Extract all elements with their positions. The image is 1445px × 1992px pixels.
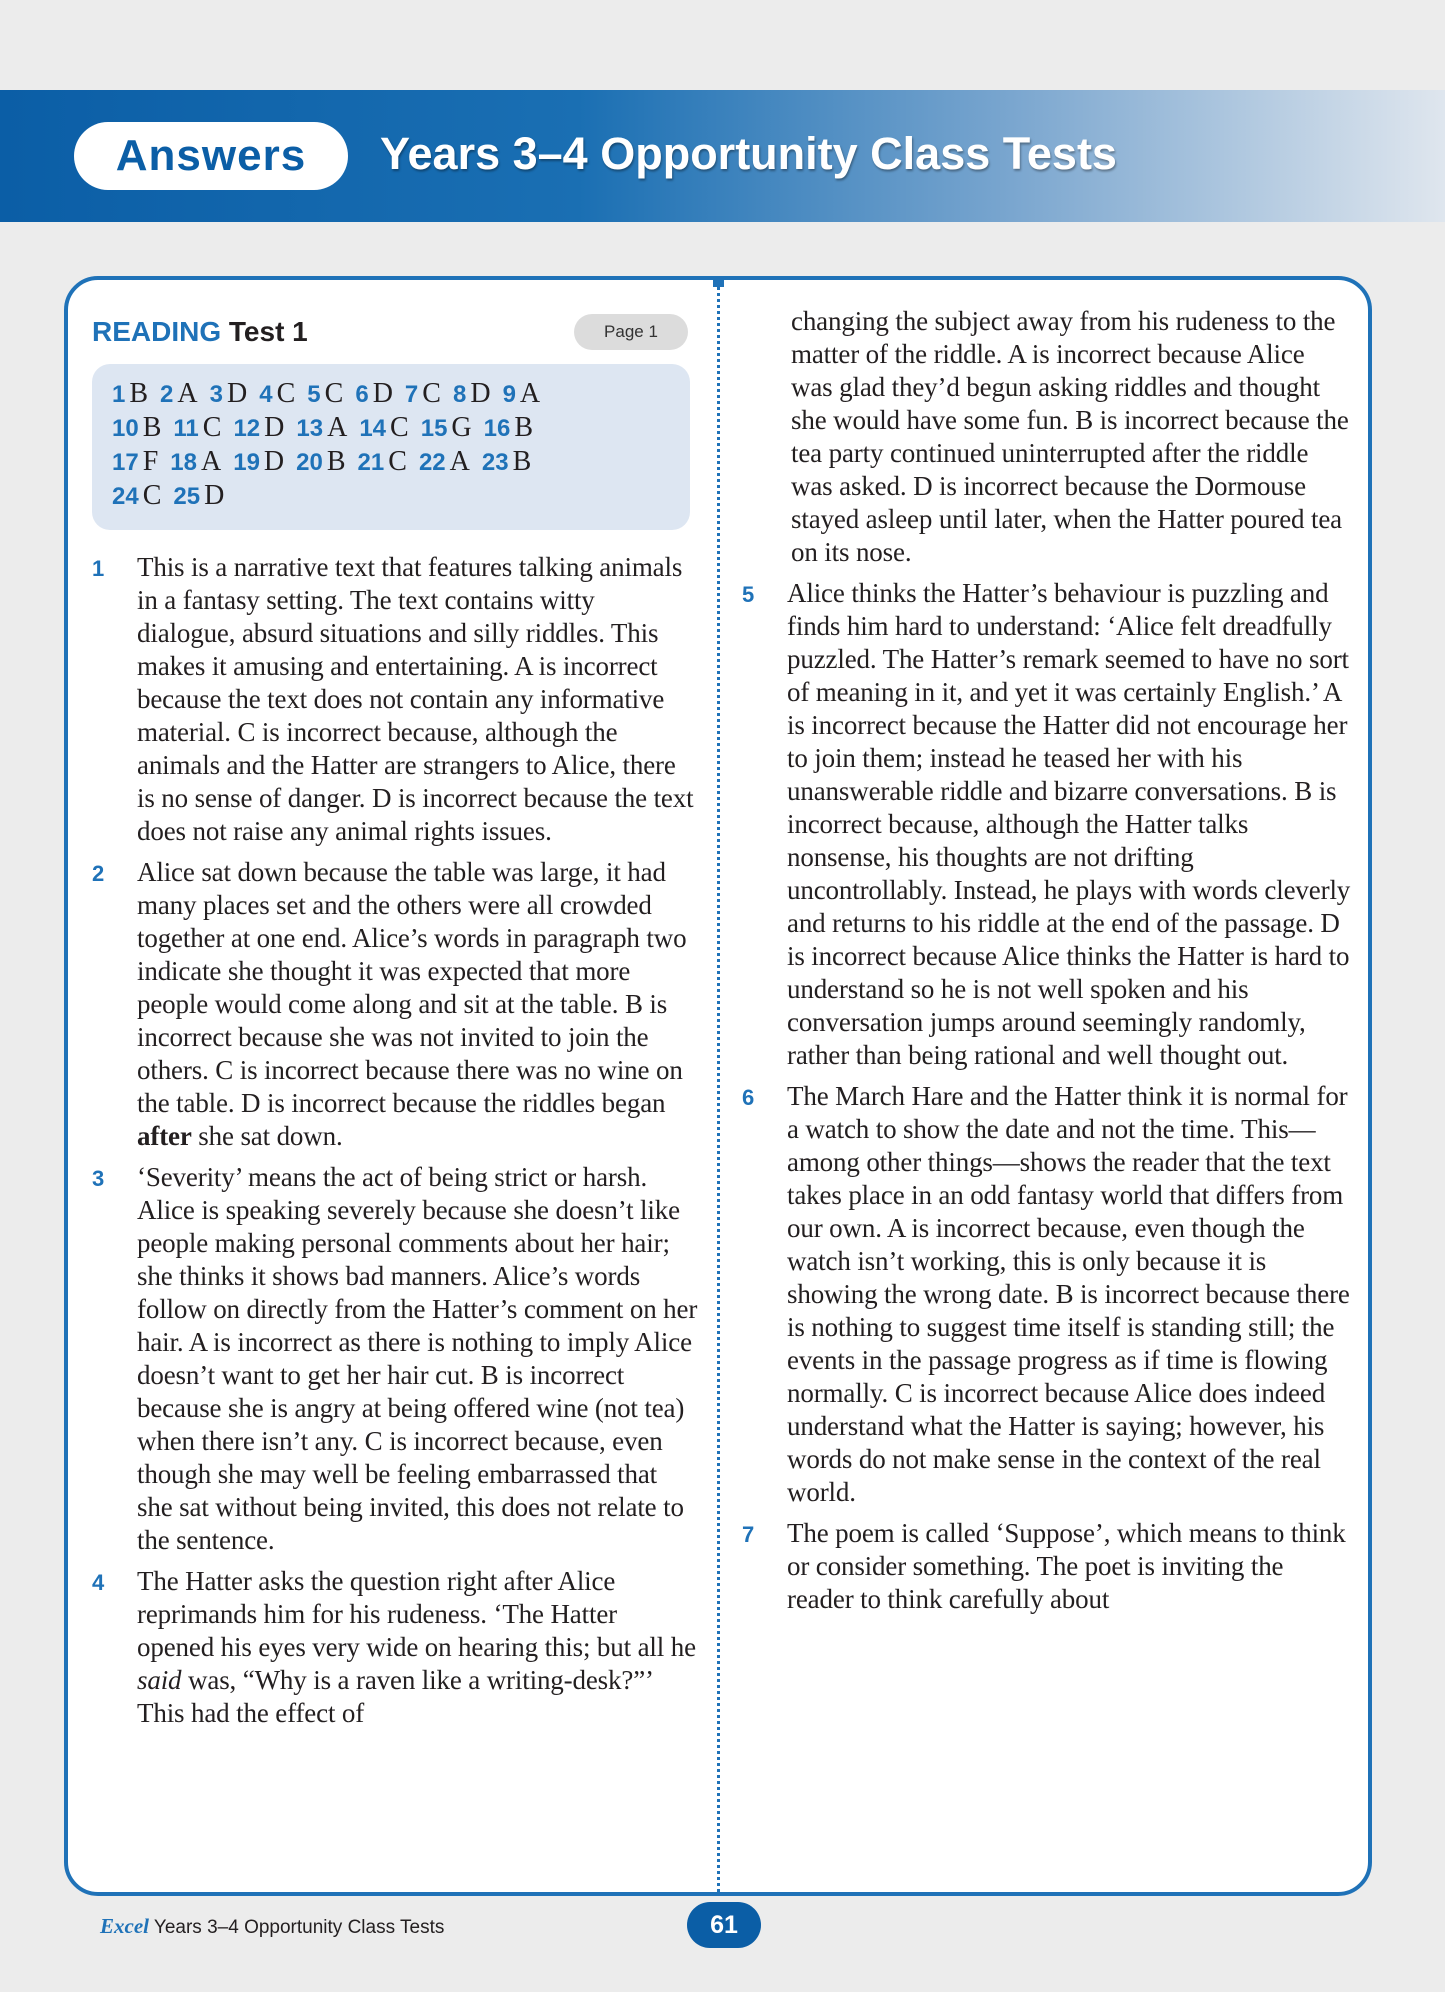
answer-letter: D (264, 412, 285, 443)
answer-letter: C (390, 412, 409, 443)
question-number: 2 (160, 381, 174, 408)
column-divider (717, 280, 720, 1892)
explanation-text: was, “Why is a raven like a writing-desk?”’ This had the effect of (137, 1665, 652, 1728)
explanation-number: 5 (742, 582, 755, 607)
answer-key-box (92, 364, 690, 530)
answer-letter: B (129, 378, 149, 409)
answer-key-row (112, 479, 668, 513)
explanation-text: Alice thinks the Hatter’s behaviour is puzzling and finds him hard to understand: ‘Alice felt dreadfully puzzled. The Hatter’s remark seemed to have no sort of meaning in it, and yet it was certainly English.’ A is incorrect because the Hatter did not encourage her to join them; instead he teased her with his unanswerable riddle and bizarre conversations. B is incorrect because, although the Hatter talks nonsense, his thoughts are not drifting uncontrollably. Instead, he plays with words cleverly and returns to his riddle at the end of the passage. D is incorrect because Alice thinks the Hatter is hard to understand so he is not well spoken and his conversation jumps around seemingly randomly, rather than being rational and well thought out. (787, 578, 1351, 1070)
question-number: 15 (420, 415, 448, 442)
question-number: 19 (233, 449, 260, 476)
answer-key-item (307, 378, 343, 409)
footer-credit (100, 1914, 444, 1939)
question-number: 7 (404, 381, 419, 408)
answer-key-item (358, 446, 407, 477)
answer-key-item (484, 412, 533, 443)
answer-key-item (405, 378, 441, 409)
answer-letter: A (519, 378, 541, 409)
question-number: 22 (418, 449, 446, 476)
answer-key-item (112, 446, 158, 477)
section-title-rest: Test 1 (228, 316, 308, 347)
answer-key-item (419, 446, 470, 477)
question-number: 21 (357, 449, 385, 476)
answer-letter: C (422, 378, 441, 409)
explanation-number: 6 (742, 1085, 755, 1110)
explanation-item (742, 1080, 1352, 1509)
question-number: 12 (233, 415, 261, 442)
answer-letter: D (372, 378, 393, 409)
answer-key-item (160, 378, 198, 409)
answer-key-item (112, 378, 148, 409)
footer-brand: Excel (100, 1914, 149, 1938)
divider-cap (713, 276, 724, 287)
section-title (92, 316, 308, 348)
question-number: 5 (307, 381, 321, 408)
section-title-accent: READING (92, 316, 222, 347)
answer-letter: C (388, 446, 407, 477)
explanation-text: This is a narrative text that features talking animals in a fantasy setting. The text contains witty dialogue, absurd situations and silly riddles. This makes it amusing and entertaining. A is incorrect because the text does not contain any informative material. C is incorrect because, although the animals and the Hatter are strangers to Alice, there is no sense of danger. D is incorrect because the text does not raise any animal rights issues. (137, 552, 694, 846)
page-number: 61 (687, 1902, 761, 1948)
answer-key-item (233, 446, 284, 477)
explanation-number: 1 (92, 556, 105, 581)
page-title: Years 3–4 Opportunity Class Tests (380, 128, 1117, 179)
answer-letter: A (327, 412, 348, 443)
answer-key-item (170, 446, 221, 477)
answer-key-item (359, 412, 408, 443)
question-number: 20 (296, 449, 323, 476)
answer-key-item (453, 378, 491, 409)
continued-explanation: changing the subject away from his rudeness to the matter of the riddle. A is incorrect because Alice was glad they’d begun asking riddles and thought she would have some fun. B is incorrect because the tea party continued uninterrupted after the riddle was asked. D is incorrect because the Dormouse stayed asleep until later, when the Hatter poured tea on its nose. (791, 306, 1349, 567)
right-column (742, 305, 1352, 1624)
question-number: 13 (296, 415, 324, 442)
question-number: 8 (452, 381, 467, 408)
explanation-text: The Hatter asks the question right after Alice reprimands him for his rudeness. ‘The Hatter opened his eyes very wide on hearing this; but all he (137, 1566, 696, 1662)
answer-letter: B (142, 412, 162, 443)
answer-key-item (355, 378, 393, 409)
explanation-text: Alice sat down because the table was large, it had many places set and the others were all crowded together at one end. Alice’s words in paragraph two indicate she thought it was expected that more people would come along and sit at the table. B is incorrect because she was not invited to join the others. C is incorrect because there was no wine on the table. D is incorrect because the riddles began (137, 857, 687, 1118)
question-number: 9 (502, 381, 516, 408)
answer-key-item (112, 412, 161, 443)
answer-letter: B (514, 412, 534, 443)
explanation-number: 3 (92, 1166, 105, 1191)
question-number: 1 (112, 381, 126, 408)
explanation-item (92, 551, 698, 848)
footer-title: Years 3–4 Opportunity Class Tests (148, 1917, 445, 1938)
answer-key-item (421, 412, 472, 443)
answer-letter: C (202, 412, 222, 443)
answer-key-item (296, 412, 347, 443)
answer-key-item (296, 446, 345, 477)
question-number: 10 (112, 415, 139, 442)
answer-letter: D (204, 480, 225, 511)
answer-key-row (112, 377, 668, 411)
answer-letter: B (326, 446, 346, 477)
answer-key-item (173, 412, 221, 443)
explanation-text: ‘Severity’ means the act of being strict or harsh. Alice is speaking severely because she doesn’t like people making personal comments about her hair; she thinks it shows bad manners. Alice’s words follow on directly from the Hatter’s comment on her hair. A is incorrect as there is nothing to imply Alice doesn’t want to get her hair cut. B is incorrect because she is angry at being offered wine (not tea) when there isn’t any. C is incorrect because, even though she may well be feeling embarrassed that she sat without being invited, this does not relate to the sentence. (137, 1162, 698, 1555)
question-number: 11 (173, 415, 199, 442)
question-number: 24 (112, 483, 139, 510)
answer-letter: C (324, 378, 344, 409)
question-number: 16 (483, 415, 511, 442)
answer-letter: D (263, 446, 285, 477)
explanation-item (92, 856, 698, 1153)
explanation-text: The March Hare and the Hatter think it is normal for a watch to show the date and not the time. This—among other things—shows the reader that the text takes place in an odd fantasy world that differs from our own. A is incorrect because, even though the watch isn’t working, this is only because it is showing the wrong date. B is incorrect because there is nothing to suggest time itself is standing still; the events in the passage progress as if time is flowing normally. C is incorrect because Alice does indeed understand what the Hatter is saying; however, his words do not make sense in the context of the real world. (787, 1081, 1350, 1507)
question-number: 17 (112, 449, 139, 476)
answer-key-row (112, 445, 668, 479)
explanation-number: 7 (742, 1522, 755, 1547)
answer-key-item (482, 446, 531, 477)
page-label: Page 1 (574, 314, 688, 350)
left-column (92, 551, 698, 1738)
answer-key-item (173, 480, 224, 511)
question-number: 14 (359, 415, 387, 442)
answer-key-item (210, 378, 248, 409)
answer-letter: C (142, 480, 162, 511)
explanation-text: after (137, 1121, 192, 1151)
answer-key-item (503, 378, 541, 409)
explanation-number: 2 (92, 861, 105, 886)
explanation-item (92, 1565, 698, 1730)
answer-letter: D (227, 378, 248, 409)
answer-key-item (233, 412, 284, 443)
answer-letter: B (512, 446, 532, 477)
answers-badge: Answers (74, 122, 348, 190)
answer-letter: A (200, 446, 222, 477)
question-number: 6 (355, 381, 369, 408)
explanation-item (742, 577, 1352, 1072)
answer-letter: A (449, 446, 470, 477)
question-number: 25 (173, 483, 201, 510)
answer-key-row (112, 411, 668, 445)
answer-letter: G (451, 412, 472, 443)
explanation-item (742, 1517, 1352, 1616)
answer-letter: A (177, 378, 198, 409)
explanation-item (92, 1161, 698, 1557)
answer-letter: C (276, 378, 296, 409)
explanation-text: The poem is called ‘Suppose’, which means to think or consider something. The poet is inviting the reader to think carefully about (787, 1518, 1346, 1614)
explanation-text: she sat down. (191, 1121, 343, 1151)
answer-key-item (259, 378, 295, 409)
answer-key-item (112, 480, 161, 511)
question-number: 18 (170, 449, 197, 476)
explanation-number: 4 (92, 1570, 105, 1595)
question-number: 4 (259, 381, 273, 408)
answer-letter: D (470, 378, 491, 409)
question-number: 3 (209, 381, 223, 408)
answer-letter: F (142, 446, 159, 477)
explanation-text: said (137, 1665, 182, 1695)
question-number: 23 (481, 449, 509, 476)
